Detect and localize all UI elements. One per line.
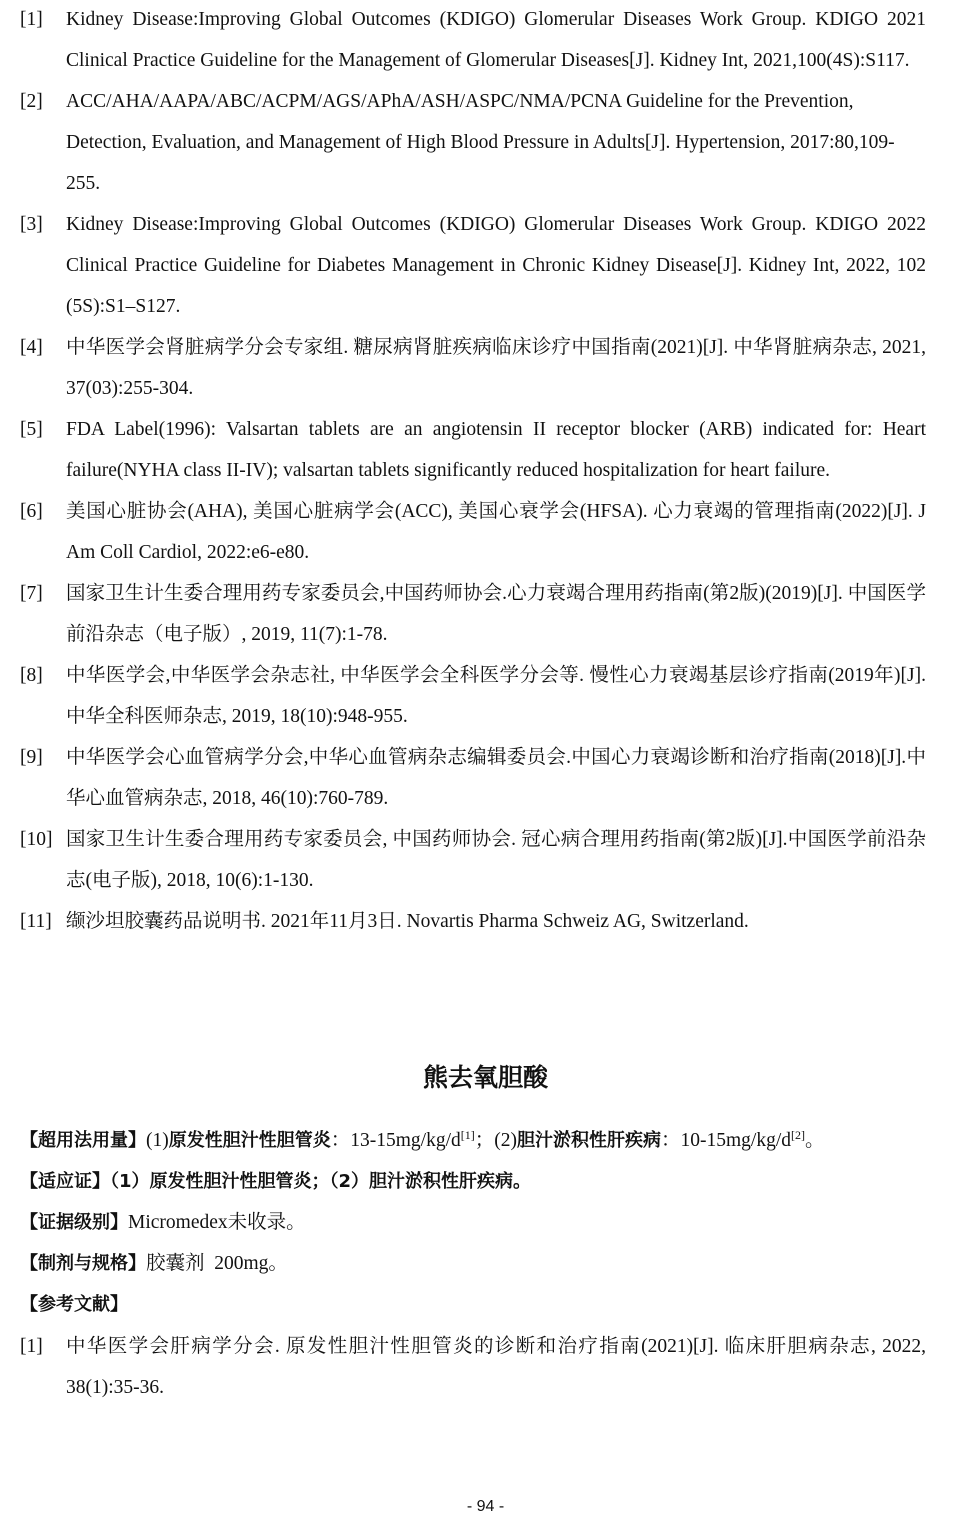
reference-text: 缬沙坦胶囊药品说明书. 2021年11月3日. Novartis Pharma Schweiz AG, Switzerland. [66,911,749,932]
reference-number: [9] [20,747,43,768]
reference-item [0,491,971,573]
references-label: 【参考文献】 [20,1294,128,1315]
drug-title: 熊去氧胆酸 [422,1063,548,1092]
reference-text: Kidney Disease:Improving Global Outcomes (KDIGO) Glomerular Diseases Work Group. KDIGO 2021 Clinical Practice Guideline for the Management of Glomerular Diseases[J]. Kidney Int, 2021,100(4S):S117. [66,9,926,71]
reference-item [0,901,971,942]
reference-text: 国家卫生计生委合理用药专家委员会, 中国药师协会. 冠心病合理用药指南(第2版)[J].中国医学前沿杂志(电子版), 2018, 10(6):1-130. [66,829,926,891]
reference-number: [10] [20,829,53,850]
reference-text: 美国心脏协会(AHA), 美国心脏病学会(ACC), 美国心衰学会(HFSA). 心力衰竭的管理指南(2022)[J]. J Am Coll Cardiol, 2022:e6-e80. [66,501,926,563]
page-number: - 94 - [466,1498,505,1515]
reference-item [0,1326,971,1408]
reference-item [0,819,971,901]
reference-item [0,655,971,737]
evidence-label: 【证据级别】 [20,1212,128,1233]
evidence-text: Micromedex未收录。 [128,1212,306,1233]
reference-item [0,81,971,204]
reference-item [0,0,971,81]
formulation-label: 【制剂与规格】 [20,1253,146,1274]
reference-text: 中华医学会肝病学分会. 原发性胆汁性胆管炎的诊断和治疗指南(2021)[J]. 临床肝胆病杂志, 2022, 38(1):35-36. [66,1336,926,1398]
reference-number: [4] [20,337,43,358]
reference-number: [2] [20,91,43,112]
reference-item [0,573,971,655]
reference-number: [11] [20,911,52,932]
dosage-end: 。 [805,1130,825,1151]
dosage-item-2: 胆汁淤积性肝疾病 [517,1130,661,1151]
reference-text: ACC/AHA/AAPA/ABC/ACPM/AGS/APhA/ASH/ASPC/NMA/PCNA Guideline for the Prevention, Detection, Evaluation, and Management of High Blood Pressure in Adults[J]. Hypertension, 2017:80,109-255. [66,91,895,194]
indication-label: 【适应证】 [20,1171,110,1192]
dosage-label: 【超用法用量】 [20,1130,146,1151]
reference-number: [7] [20,583,43,604]
reference-text: 中华医学会,中华医学会杂志社, 中华医学会全科医学分会等. 慢性心力衰竭基层诊疗指南(2019年)[J]. 中华全科医师杂志, 2019, 18(10):948-955. [66,665,926,727]
reference-number: [5] [20,419,43,440]
dosage-item-2-number: ；(2) [474,1130,517,1151]
reference-text: 中华医学会肾脏病学分会专家组. 糖尿病肾脏疾病临床诊疗中国指南(2021)[J]. 中华肾脏病杂志, 2021, 37(03):255-304. [66,337,926,399]
citation-1: [1] [460,1128,475,1142]
dosage-item-2-value: ：10-15mg/kg/d [661,1130,791,1151]
reference-text: Kidney Disease:Improving Global Outcomes (KDIGO) Glomerular Diseases Work Group. KDIGO 2022 Clinical Practice Guideline for Diabetes Management in Chronic Kidney Disease[J]. Kidney Int, 2022, 102 (5S):S1–S127. [66,214,926,317]
reference-item [0,327,971,409]
formulation-field [20,1243,941,1284]
reference-item [0,409,971,491]
reference-text: 国家卫生计生委合理用药专家委员会,中国药师协会.心力衰竭合理用药指南(第2版)(2019)[J]. 中国医学前沿杂志（电子版）, 2019, 11(7):1-78. [66,583,926,645]
reference-number: [1] [20,9,43,30]
reference-item [0,737,971,819]
citation-2: [2] [791,1128,805,1142]
reference-number: [1] [20,1336,43,1357]
reference-text: FDA Label(1996): Valsartan tablets are an angiotensin II receptor blocker (ARB) indicated for: Heart failure(NYHA class II-IV); valsartan tablets significantly reduced hospitalization for heart failure. [66,419,926,481]
indication-text: （1）原发性胆汁性胆管炎；（2）胆汁淤积性肝疾病。 [110,1171,532,1192]
reference-number: [3] [20,214,43,235]
dosage-field [20,1120,941,1161]
reference-number: [8] [20,665,43,686]
evidence-field [20,1202,941,1243]
indication-field [20,1161,941,1202]
dosage-item-1-number: (1) [146,1130,169,1151]
references-heading [20,1284,941,1325]
reference-item [0,204,971,327]
formulation-text: 胶囊剂 200mg。 [146,1253,288,1274]
reference-number: [6] [20,501,43,522]
reference-list-2 [0,1326,971,1408]
reference-text: 中华医学会心血管病学分会,中华心血管病杂志编辑委员会.中国心力衰竭诊断和治疗指南(2018)[J].中华心血管病杂志, 2018, 46(10):760-789. [66,747,926,809]
dosage-item-1: 原发性胆汁性胆管炎 [168,1130,331,1151]
dosage-item-1-value: ：13-15mg/kg/d [330,1130,461,1151]
